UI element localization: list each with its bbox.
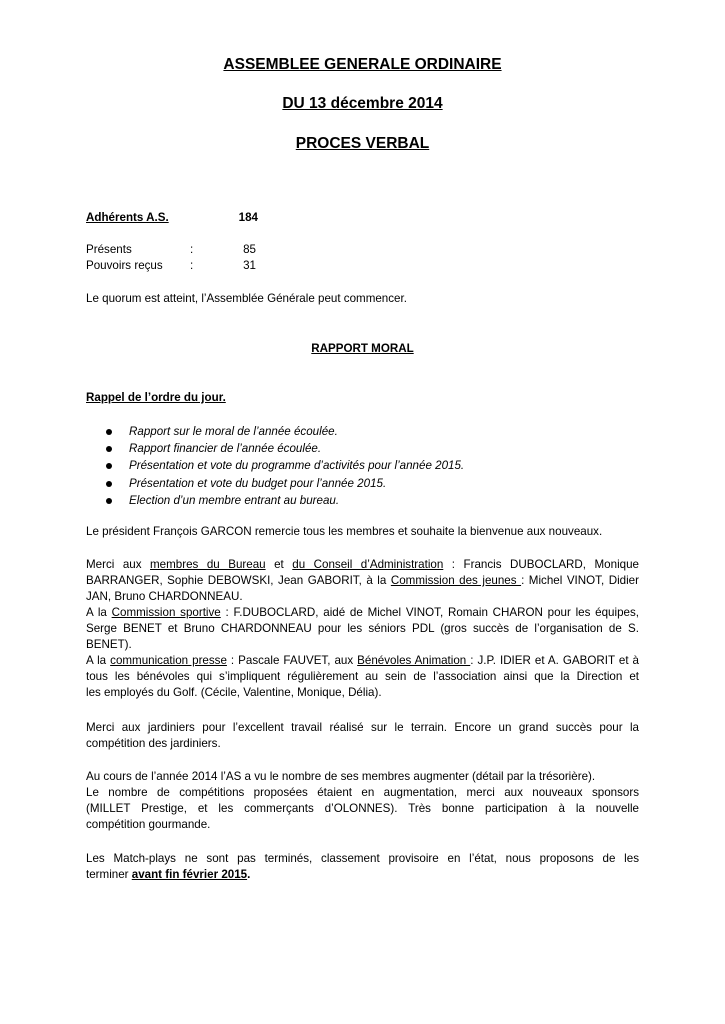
jardiniers-paragraph bbox=[86, 720, 639, 752]
list-item: Rapport sur le moral de l’année écoulée. bbox=[104, 423, 464, 440]
pouvoirs-colon: : bbox=[190, 259, 194, 272]
paragraph-line: les employés du Golf. (Cécile, Valentine, Monique, Délia). bbox=[86, 686, 382, 699]
adherents-row: Adhérents A.S. 184 bbox=[86, 211, 258, 224]
paragraph-line: Les Match-plays ne sont pas terminés, classement provisoire en l’état, nous proposons de les bbox=[86, 852, 639, 865]
paragraph-line: BENET). bbox=[86, 638, 132, 651]
paragraph-line: Merci aux jardiniers pour l’excellent travail réalisé sur le terrain. Encore un grand succès pour la bbox=[86, 721, 639, 734]
paragraph-line: A la communication presse : Pascale FAUVET, aux Bénévoles Animation : J.P. IDIER et A. GABORIT et à bbox=[86, 654, 640, 667]
list-item: Election d’un membre entrant au bureau. bbox=[104, 492, 464, 509]
adherents-value: 184 bbox=[238, 211, 258, 224]
presents-value: 85 bbox=[243, 243, 256, 256]
paragraph-line: JAN, Bruno CHARDONNEAU. bbox=[86, 590, 243, 603]
paragraph-line: Au cours de l’année 2014 l’AS a vu le nombre de ses membres augmenter (détail par la trésorière). bbox=[86, 770, 596, 783]
ordre-du-jour-heading: Rappel de l’ordre du jour. bbox=[86, 391, 226, 404]
bullet-icon bbox=[106, 498, 112, 504]
paragraph-line: compétition gourmande. bbox=[86, 818, 211, 831]
rapport-moral-heading: RAPPORT MORAL bbox=[311, 342, 414, 355]
document-title: ASSEMBLEE GENERALE ORDINAIRE bbox=[223, 56, 502, 73]
list-item: Rapport financier de l’année écoulée. bbox=[104, 440, 464, 457]
bullet-icon bbox=[106, 463, 112, 469]
paragraph-line: BARRANGER, Sophie DEBOWSKI, Jean GABORIT, à la Commission des jeunes : Michel VINOT, Didier bbox=[86, 574, 639, 587]
document-date: DU 13 décembre 2014 bbox=[282, 95, 443, 112]
list-item: Présentation et vote du budget pour l’année 2015. bbox=[104, 475, 464, 492]
paragraph-line: A la Commission sportive : F.DUBOCLARD, aidé de Michel VINOT, Romain CHARON pour les équipes, bbox=[86, 606, 639, 619]
paragraph-line: (MILLET Prestige, et les commerçants d’OLONNES). Très bonne participation à la nouvelle bbox=[86, 802, 639, 815]
bullet-icon bbox=[106, 481, 112, 487]
list-item: Présentation et vote du programme d’activités pour l’année 2015. bbox=[104, 457, 464, 474]
ordre-du-jour-list bbox=[104, 423, 464, 509]
president-paragraph: Le président François GARCON remercie tous les membres et souhaite la bienvenue aux nouveaux. bbox=[86, 525, 603, 538]
document-subtitle: PROCES VERBAL bbox=[295, 135, 430, 152]
paragraph-line: compétition des jardiniers. bbox=[86, 737, 221, 750]
match-plays-paragraph bbox=[86, 851, 639, 883]
bullet-icon bbox=[106, 429, 112, 435]
pouvoirs-value: 31 bbox=[243, 259, 256, 272]
pouvoirs-label: Pouvoirs reçus bbox=[86, 259, 163, 272]
paragraph-line: terminer avant fin février 2015. bbox=[86, 868, 251, 881]
presents-colon: : bbox=[190, 243, 194, 256]
bullet-icon bbox=[106, 446, 112, 452]
paragraph-line: tous les bénévoles qui s’impliquent régulièrement au sein de l’association ainsi que la Direction et bbox=[86, 670, 639, 683]
paragraph-line: Le nombre de compétitions proposées étaient en augmentation, merci aux nouveaux sponsors bbox=[86, 786, 639, 799]
paragraph-line: Serge BENET et Bruno CHARDONNEAU pour les séniors PDL (gros succès de l’organisation de S. bbox=[86, 622, 639, 635]
quorum-text: Le quorum est atteint, l’Assemblée Générale peut commencer. bbox=[86, 292, 407, 305]
merci-paragraph bbox=[86, 557, 639, 701]
presents-label: Présents bbox=[86, 243, 132, 256]
paragraph-line: Merci aux membres du Bureau et du Conseil d’Administration : Francis DUBOCLARD, Monique bbox=[86, 558, 639, 571]
annee-paragraph bbox=[86, 769, 639, 833]
